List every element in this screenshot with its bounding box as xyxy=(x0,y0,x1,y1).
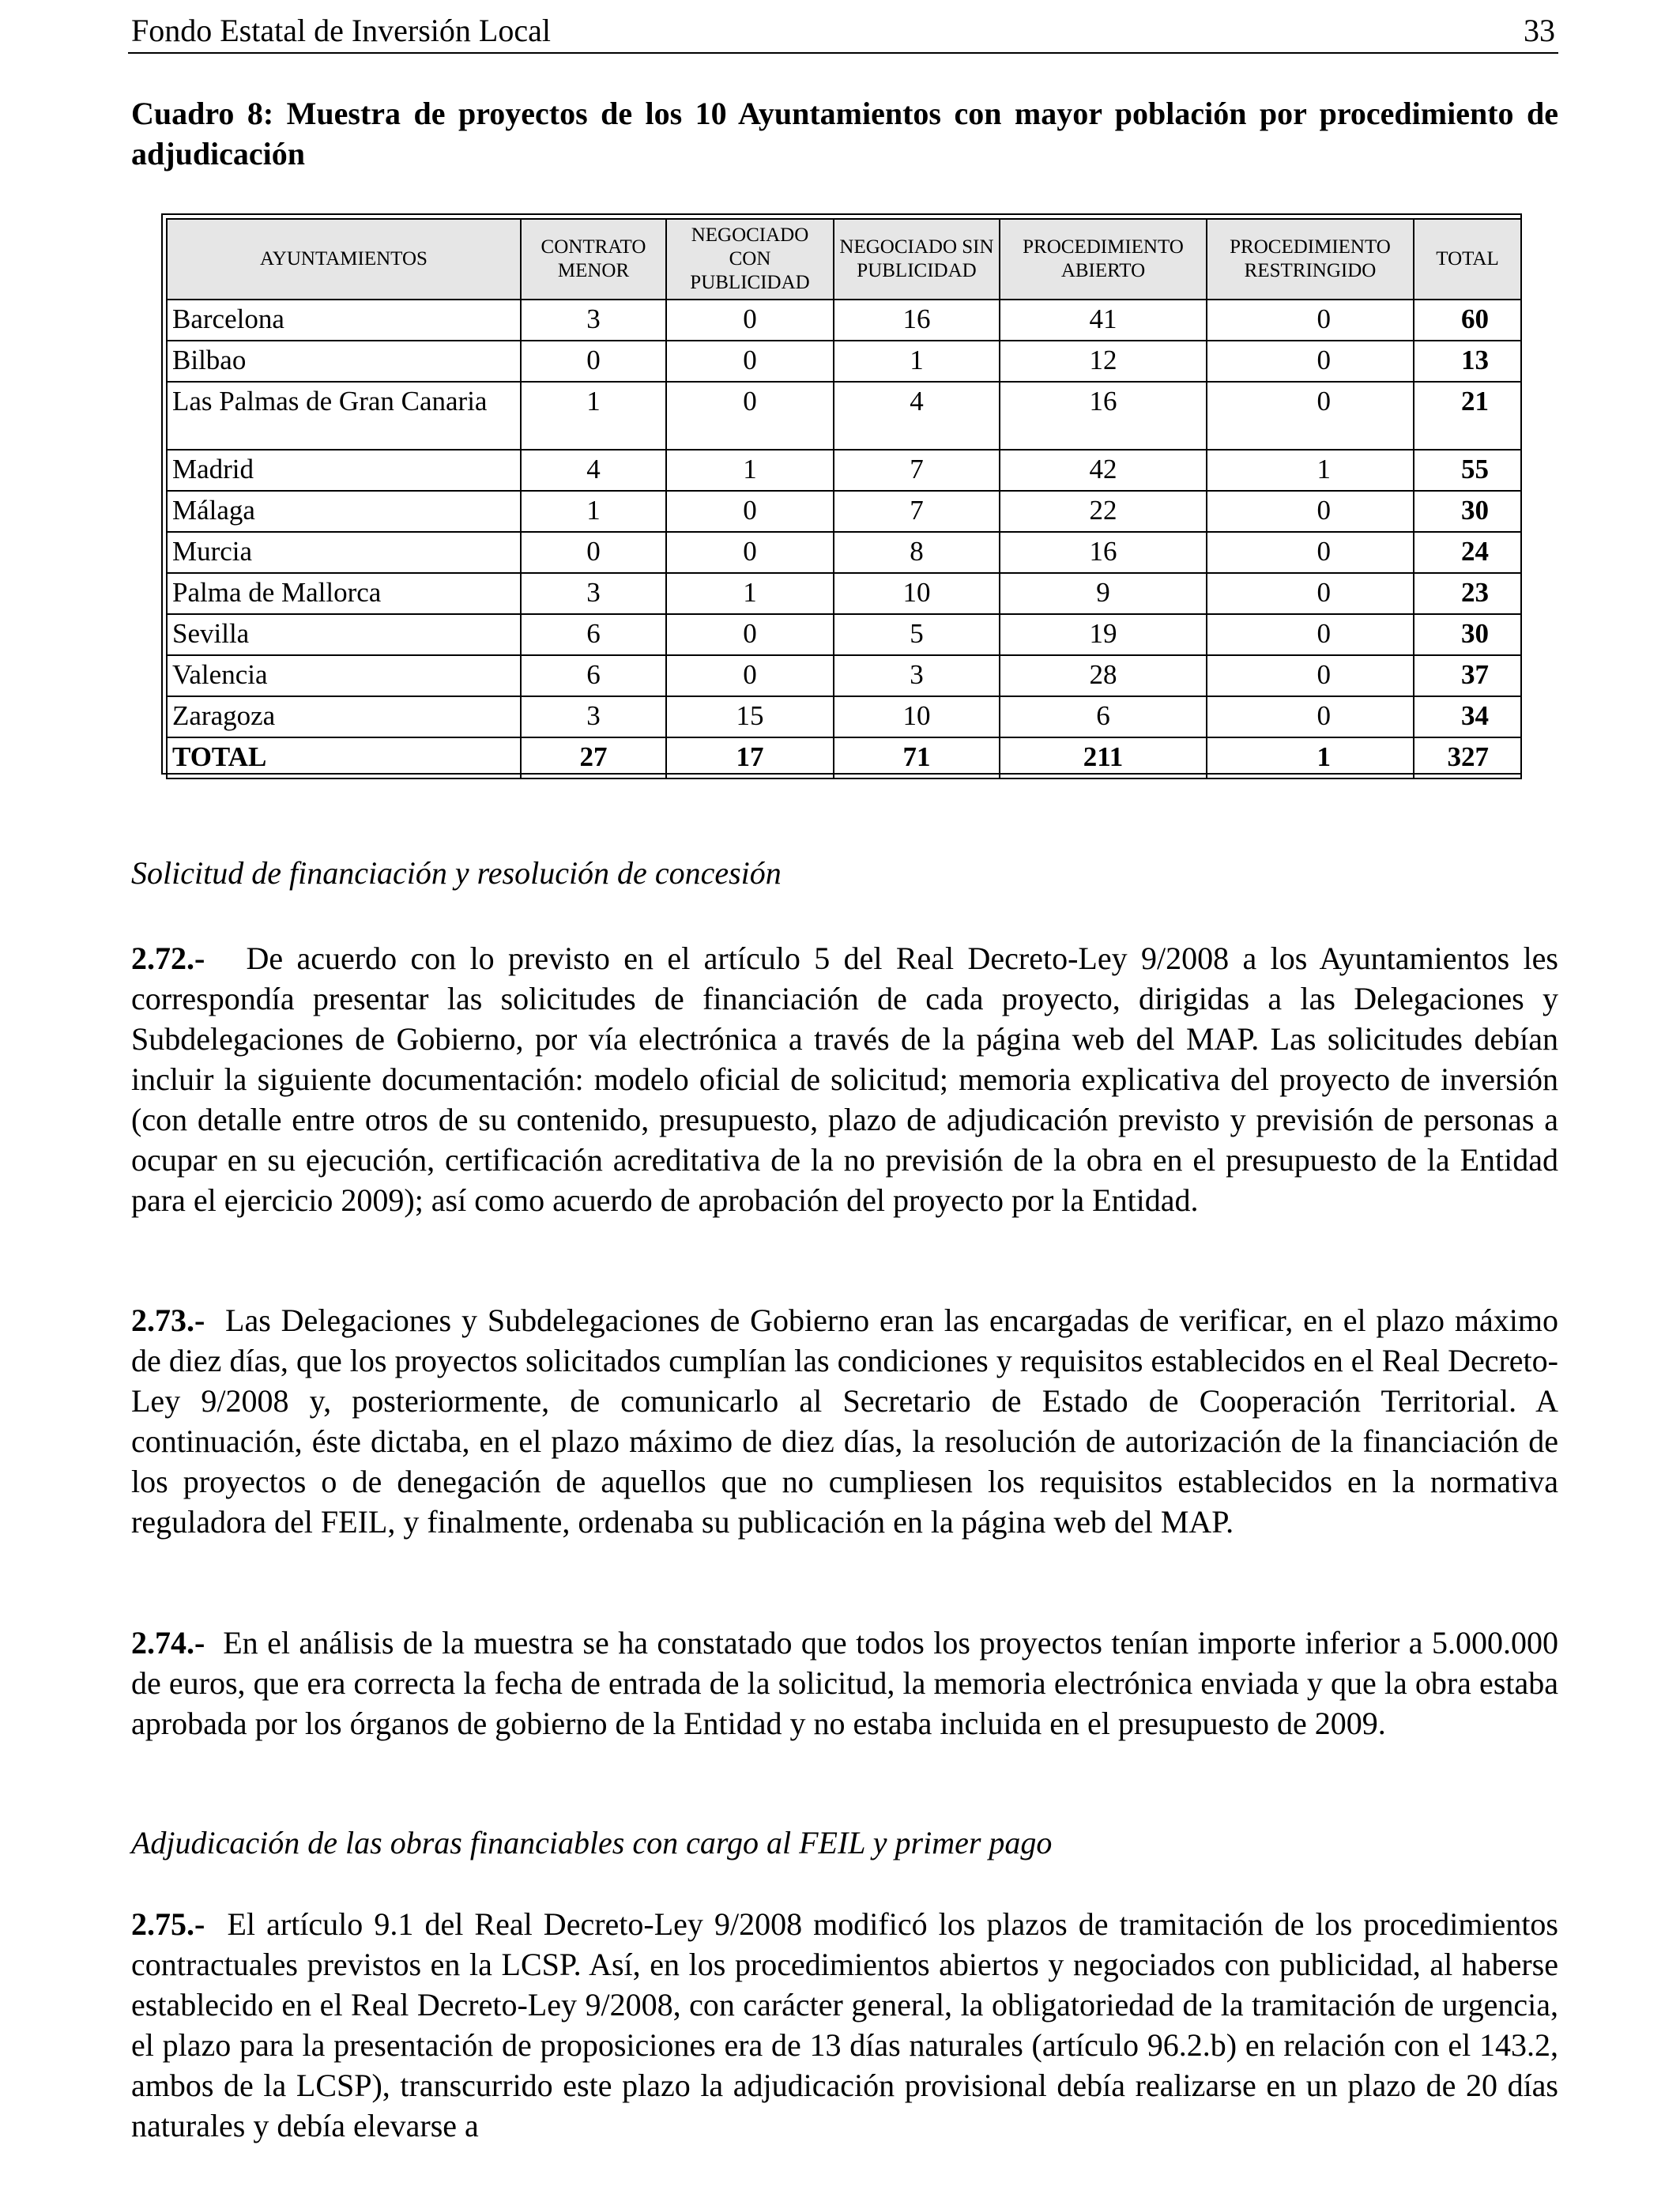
table-cell: 0 xyxy=(666,382,834,450)
paragraph-2-75 xyxy=(131,1904,1558,2146)
table-cell: 16 xyxy=(1000,532,1207,573)
table-cell: 3 xyxy=(834,655,1000,696)
table-cell: 60 xyxy=(1414,300,1521,341)
table-cell: Sevilla xyxy=(167,614,521,655)
table-cell: Las Palmas de Gran Canaria xyxy=(167,382,521,450)
table-row xyxy=(167,450,1521,491)
table-cell: 7 xyxy=(834,491,1000,532)
table-cell: 327 xyxy=(1414,737,1521,778)
paragraph-2-74 xyxy=(131,1623,1558,1744)
table-cell: 7 xyxy=(834,450,1000,491)
table-cell: 13 xyxy=(1414,341,1521,382)
table-cell: 0 xyxy=(666,341,834,382)
table-row xyxy=(167,655,1521,696)
table-cell: 27 xyxy=(521,737,666,778)
table-cell: 23 xyxy=(1414,573,1521,614)
table-cell: 34 xyxy=(1414,696,1521,737)
table-cell: 24 xyxy=(1414,532,1521,573)
paragraph-2-72 xyxy=(131,938,1558,1220)
table-cell: 0 xyxy=(1207,573,1414,614)
table-cell: 1 xyxy=(521,491,666,532)
table-cell: 0 xyxy=(666,491,834,532)
table-cell: TOTAL xyxy=(167,737,521,778)
table-cell: 1 xyxy=(1207,450,1414,491)
table-cell: 3 xyxy=(521,573,666,614)
table-cell: 1 xyxy=(666,573,834,614)
table-cell: 37 xyxy=(1414,655,1521,696)
table-cell: 9 xyxy=(1000,573,1207,614)
table-header-row xyxy=(167,219,1521,300)
header-title: Fondo Estatal de Inversión Local xyxy=(131,13,551,48)
paragraph-text: Las Delegaciones y Subdelegaciones de Gobierno eran las encargadas de verificar, en el plazo máximo de diez días, que los proyectos solicitados cumplían las condiciones y requisitos establecidos en el Real Decreto-Ley 9/2008 y, posteriormente, de comunicarlo al Secretario de Estado de Cooperación Territorial. A continuación, éste dictaba, en el plazo máximo de diez días, la resolución de autorización de la financiación de los proyectos o de denegación de aquellos que no cumpliesen los requisitos establecidos en la normativa reguladora del FEIL, y finalmente, ordenaba su publicación en la página web del MAP. xyxy=(131,1302,1558,1540)
paragraph-text: De acuerdo con lo previsto en el artículo 5 del Real Decreto-Ley 9/2008 a los Ayuntamientos les correspondía presentar las solicitudes de financiación de cada proyecto, dirigidas a las Delegaciones y Subdelegaciones de Gobierno, por vía electrónica a través de la página web del MAP. Las solicitudes debían incluir la siguiente documentación: modelo oficial de solicitud; memoria explicativa del proyecto de inversión (con detalle entre otros de su contenido, presupuesto, plazo de adjudicación previsto y previsión de personas a ocupar en su ejecución, certificación acreditativa de la no previsión de la obra en el presupuesto de la Entidad para el ejercicio 2009); así como acuerdo de aprobación del proyecto por la Entidad. xyxy=(131,941,1559,1218)
table-cell: 1 xyxy=(521,382,666,450)
table-cell: Barcelona xyxy=(167,300,521,341)
running-header xyxy=(128,11,1558,54)
table-cell: Valencia xyxy=(167,655,521,696)
column-header: CONTRATO MENOR xyxy=(521,219,666,300)
data-table xyxy=(166,218,1522,779)
table-cell: 12 xyxy=(1000,341,1207,382)
table-cell: 0 xyxy=(666,655,834,696)
column-header: AYUNTAMIENTOS xyxy=(167,219,521,300)
table-cell: 16 xyxy=(1000,382,1207,450)
table-caption: Cuadro 8: Muestra de proyectos de los 10 Ayuntamientos con mayor población por procedimiento de adjudicación xyxy=(131,96,1558,172)
table-cell: 1 xyxy=(666,450,834,491)
table-cell: 0 xyxy=(666,532,834,573)
table-cell: 0 xyxy=(1207,614,1414,655)
table-cell: 0 xyxy=(1207,382,1414,450)
table-cell: 3 xyxy=(521,696,666,737)
table-cell: 41 xyxy=(1000,300,1207,341)
page-number: 33 xyxy=(1524,13,1555,48)
table-cell: 16 xyxy=(834,300,1000,341)
table-cell: 22 xyxy=(1000,491,1207,532)
table-cell: 28 xyxy=(1000,655,1207,696)
table-frame xyxy=(161,213,1522,775)
column-header: PROCEDIMIENTO RESTRINGIDO xyxy=(1207,219,1414,300)
table-cell: 0 xyxy=(521,532,666,573)
table-cell: 71 xyxy=(834,737,1000,778)
paragraph-text: En el análisis de la muestra se ha constatado que todos los proyectos tenían importe inferior a 5.000.000 de euros, que era correcta la fecha de entrada de la solicitud, la memoria electrónica enviada y que la obra estaba aprobada por los órganos de gobierno de la Entidad y no estaba incluida en el presupuesto de 2009. xyxy=(131,1625,1558,1741)
table-cell: 6 xyxy=(521,614,666,655)
table-row xyxy=(167,382,1521,450)
table-cell: 0 xyxy=(521,341,666,382)
column-header: NEGOCIADO SIN PUBLICIDAD xyxy=(834,219,1000,300)
table-cell: Madrid xyxy=(167,450,521,491)
table-row xyxy=(167,341,1521,382)
paragraph-2-73 xyxy=(131,1300,1558,1542)
table-row xyxy=(167,696,1521,737)
table-cell: 17 xyxy=(666,737,834,778)
table-row xyxy=(167,532,1521,573)
table-cell: 15 xyxy=(666,696,834,737)
table-cell: Bilbao xyxy=(167,341,521,382)
table-cell: 4 xyxy=(521,450,666,491)
table-cell: 10 xyxy=(834,573,1000,614)
table-cell: 0 xyxy=(1207,655,1414,696)
table-cell: 0 xyxy=(1207,300,1414,341)
table-cell: 0 xyxy=(1207,532,1414,573)
table-row xyxy=(167,300,1521,341)
table-cell: 1 xyxy=(1207,737,1414,778)
section-heading: Adjudicación de las obras financiables con cargo al FEIL y primer pago xyxy=(131,1825,1053,1860)
table-cell: Málaga xyxy=(167,491,521,532)
table-cell: 4 xyxy=(834,382,1000,450)
table-row xyxy=(167,491,1521,532)
paragraph-text: El artículo 9.1 del Real Decreto-Ley 9/2008 modificó los plazos de tramitación de los procedimientos contractuales previstos en la LCSP. Así, en los procedimientos abiertos y negociados con publicidad, al haberse establecido en el Real Decreto-Ley 9/2008, con carácter general, la obligatoriedad de la tramitación de urgencia, el plazo para la presentación de proposiciones era de 13 días naturales (artículo 96.2.b) en relación con el 143.2, ambos de la LCSP), transcurrido este plazo la adjudicación provisional debía realizarse en un plazo de 20 días naturales y debía elevarse a xyxy=(131,1906,1558,2143)
table-cell: 21 xyxy=(1414,382,1521,450)
table-cell: Zaragoza xyxy=(167,696,521,737)
table-cell: 42 xyxy=(1000,450,1207,491)
table-cell: 30 xyxy=(1414,491,1521,532)
table-total-row xyxy=(167,737,1521,778)
table-cell: 0 xyxy=(666,614,834,655)
table-cell: 19 xyxy=(1000,614,1207,655)
table-cell: 6 xyxy=(1000,696,1207,737)
table-cell: Murcia xyxy=(167,532,521,573)
paragraph-number: 2.75.- xyxy=(131,1906,205,1942)
table-cell: 0 xyxy=(1207,491,1414,532)
table-cell: 55 xyxy=(1414,450,1521,491)
table-cell: 0 xyxy=(1207,341,1414,382)
table-cell: 3 xyxy=(521,300,666,341)
table-cell: 1 xyxy=(834,341,1000,382)
section-heading: Solicitud de financiación y resolución de concesión xyxy=(131,855,782,891)
table-cell: 30 xyxy=(1414,614,1521,655)
table-row xyxy=(167,614,1521,655)
column-header: NEGOCIADO CON PUBLICIDAD xyxy=(666,219,834,300)
table-cell: 5 xyxy=(834,614,1000,655)
table-cell: 0 xyxy=(666,300,834,341)
table-cell: 211 xyxy=(1000,737,1207,778)
table-cell: Palma de Mallorca xyxy=(167,573,521,614)
table-cell: 0 xyxy=(1207,696,1414,737)
paragraph-number: 2.74.- xyxy=(131,1625,205,1661)
table-cell: 10 xyxy=(834,696,1000,737)
paragraph-number: 2.72.- xyxy=(131,941,205,976)
paragraph-number: 2.73.- xyxy=(131,1302,205,1338)
table-cell: 6 xyxy=(521,655,666,696)
table-cell: 8 xyxy=(834,532,1000,573)
column-header: TOTAL xyxy=(1414,219,1521,300)
table-row xyxy=(167,573,1521,614)
column-header: PROCEDIMIENTO ABIERTO xyxy=(1000,219,1207,300)
